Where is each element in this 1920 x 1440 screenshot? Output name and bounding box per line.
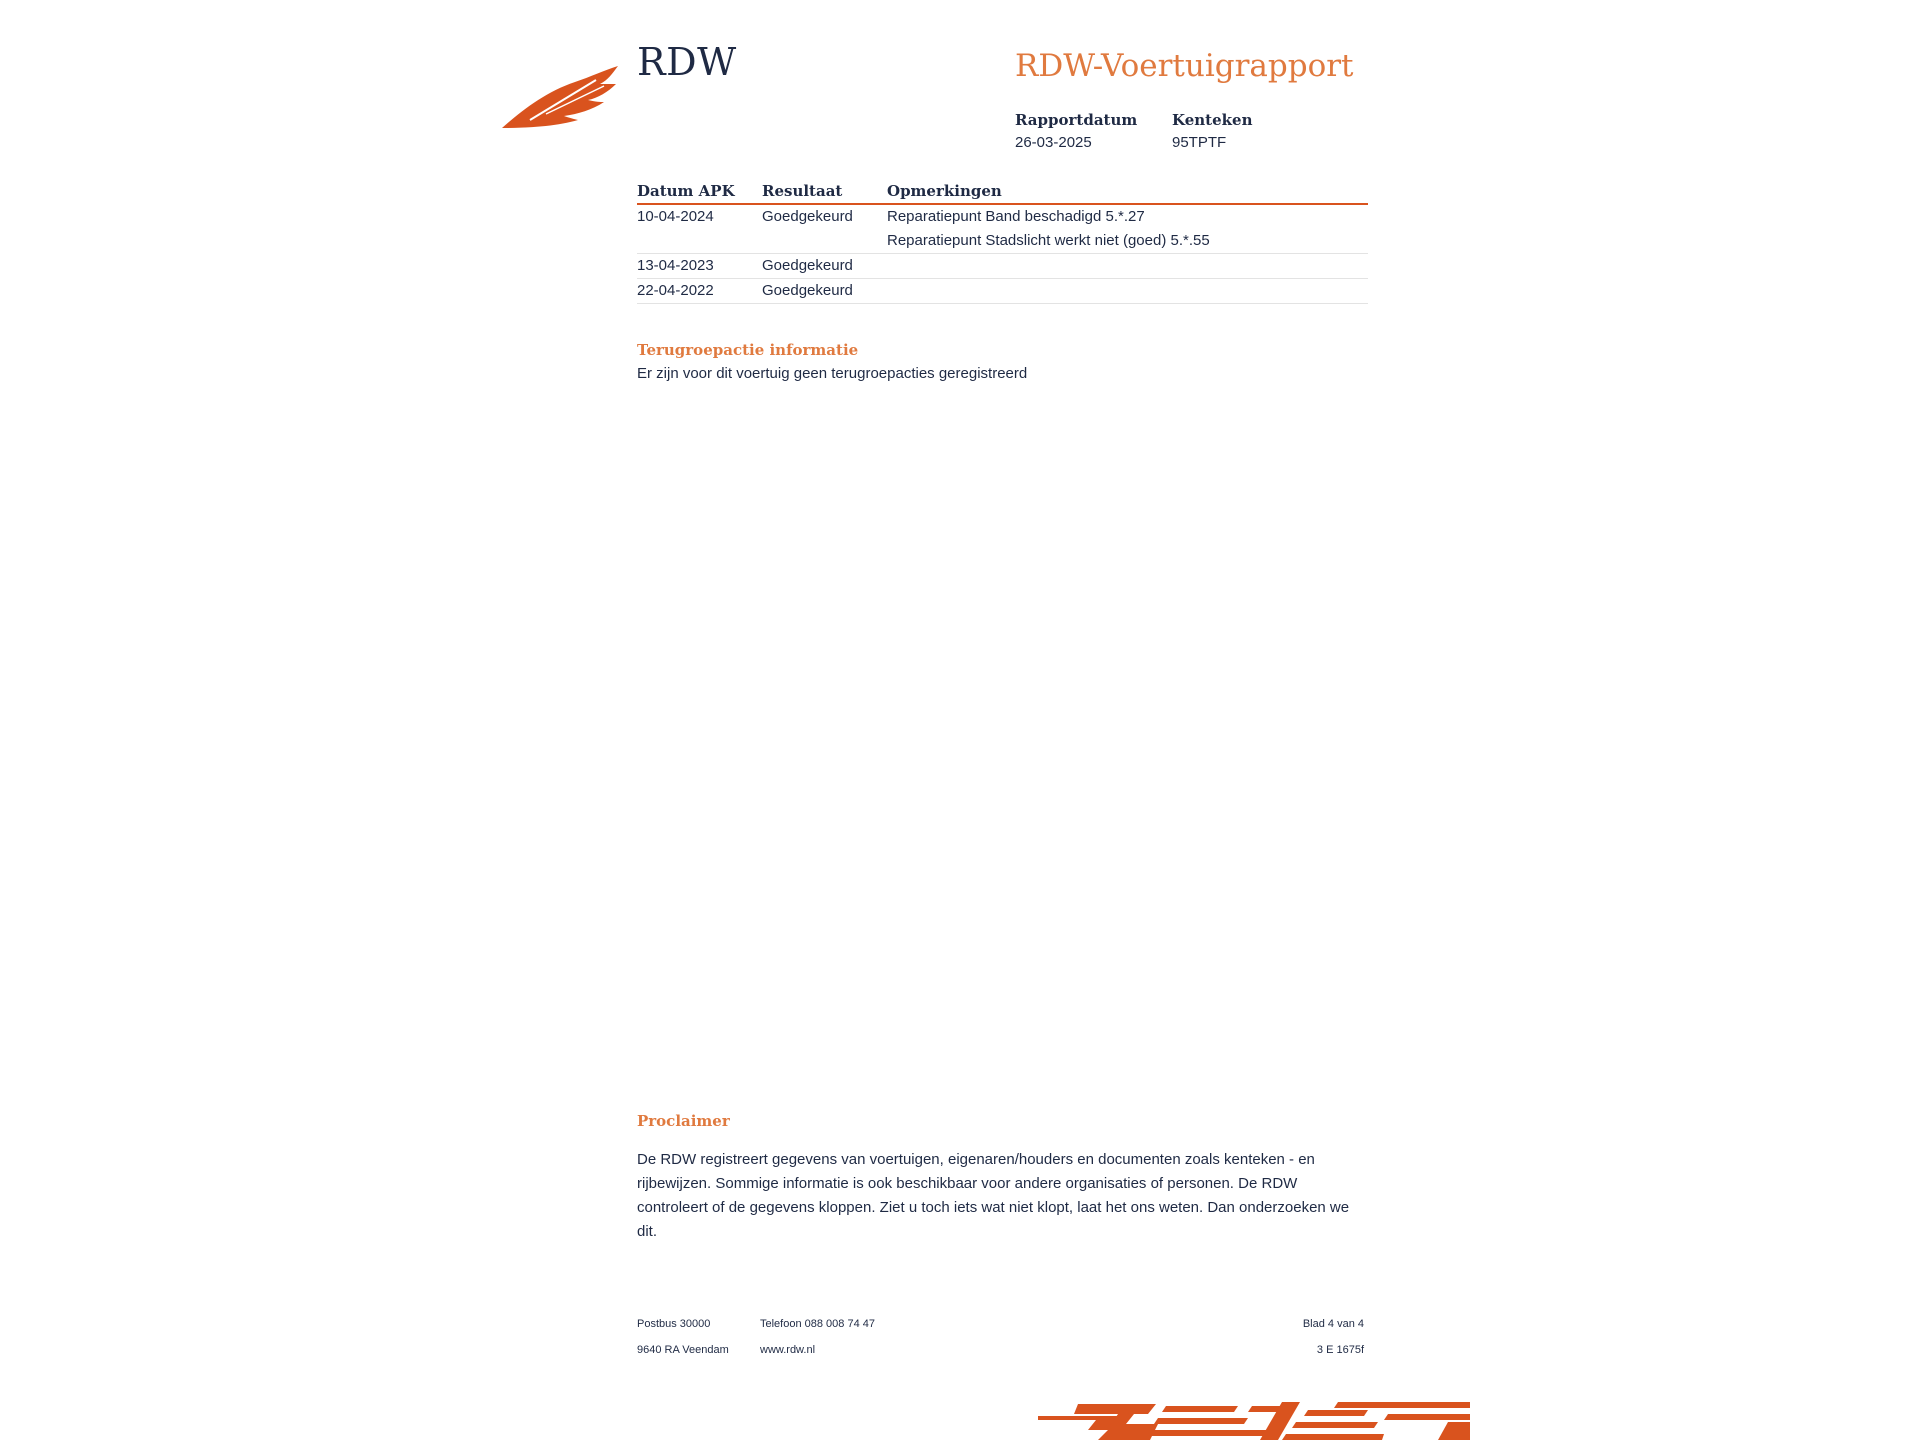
- apk-remark: Reparatiepunt Stadslicht werkt niet (goed) 5.*.55: [887, 229, 1368, 254]
- column-header-date: Datum APK: [637, 178, 762, 204]
- apk-date: 22-04-2022: [637, 279, 762, 304]
- apk-date: 13-04-2023: [637, 254, 762, 279]
- decorative-stripes-icon: [1038, 1400, 1470, 1440]
- report-date-value: 26-03-2025: [1015, 134, 1092, 151]
- apk-date: 10-04-2024: [637, 208, 714, 225]
- table-row: [637, 204, 1368, 229]
- recall-text: Er zijn voor dit voertuig geen terugroepacties geregistreerd: [637, 365, 1028, 382]
- table-row: [637, 254, 1368, 279]
- footer-city: 9640 RA Veendam: [637, 1344, 729, 1356]
- footer-document-code: 3 E 1675f: [1316, 1344, 1364, 1356]
- footer-page-number: Blad 4 van 4: [1302, 1318, 1364, 1330]
- footer-phone: Telefoon 088 008 74 47: [760, 1318, 875, 1330]
- feather-wing-icon: [500, 62, 620, 130]
- table-header-row: [637, 178, 1368, 204]
- footer-postbus: Postbus 30000: [637, 1318, 711, 1330]
- apk-result: Goedgekeurd: [762, 254, 887, 279]
- disclaimer-heading: Proclaimer: [637, 1112, 730, 1130]
- disclaimer-text: De RDW registreert gegevens van voertuigen, eigenaren/houders en documenten zoals kenteken - en rijbewijzen. Sommige informatie is ook beschikbaar voor andere organisaties of personen. De RDW controleert of de gegevens kloppen. Ziet u toch iets wat niet klopt, laat het ons weten. Dan onderzoeken we dit.: [637, 1151, 1350, 1240]
- plate-value: 95TPTF: [1172, 134, 1227, 151]
- apk-result: Goedgekeurd: [762, 279, 887, 304]
- column-header-remarks: Opmerkingen: [887, 178, 1368, 204]
- report-title: RDW-Voertuigrapport: [1015, 48, 1354, 84]
- report-date-label: Rapportdatum: [1015, 111, 1138, 129]
- recall-heading: Terugroepactie informatie: [637, 341, 859, 359]
- plate-label: Kenteken: [1172, 111, 1253, 129]
- table-row: [637, 279, 1368, 304]
- apk-remark: Reparatiepunt Band beschadigd 5.*.27: [887, 208, 1145, 225]
- table-row: [637, 229, 1368, 254]
- footer-website: www.rdw.nl: [760, 1344, 816, 1356]
- apk-history-table: [637, 178, 1368, 304]
- brand-name: RDW: [637, 40, 737, 84]
- column-header-result: Resultaat: [762, 178, 887, 204]
- apk-result: Goedgekeurd: [762, 208, 853, 225]
